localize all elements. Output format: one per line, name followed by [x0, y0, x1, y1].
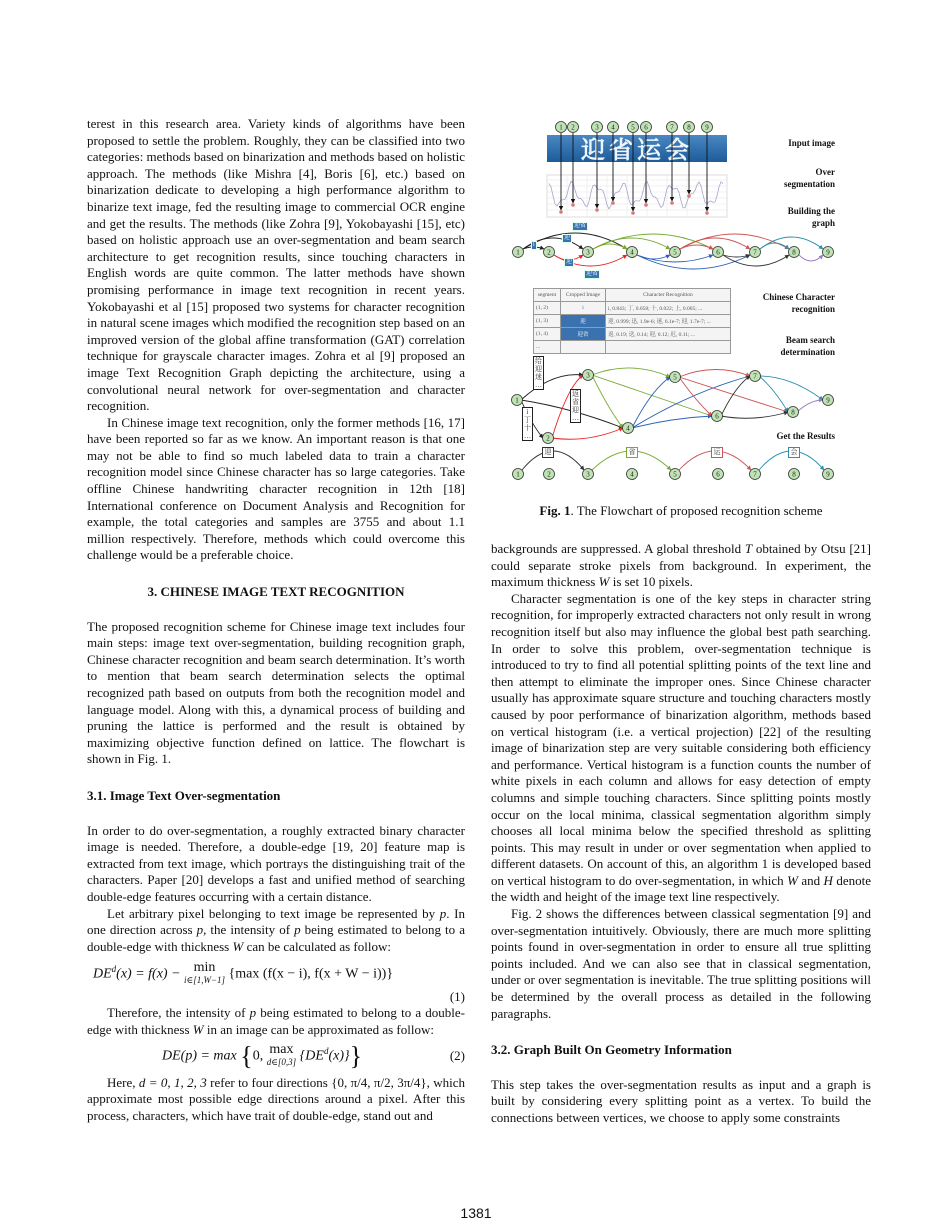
graph-node-label: 1 — [516, 470, 520, 479]
var: d = 0, 1, 2, 3 — [138, 1074, 207, 1090]
cell: 迎, 0.999; 迅, 1.9e-6; 迷, 6.1e-7; 迎, 1.7e-7; ... — [606, 315, 731, 328]
caption-text: . The Flowchart of proposed recognition scheme — [570, 503, 823, 518]
text: is set 10 pixels. — [609, 574, 693, 590]
graph-node-label: 9 — [826, 470, 830, 479]
column-header: Cropped Image — [560, 289, 605, 302]
var: W — [787, 872, 798, 888]
eq-max-operator — [267, 1043, 296, 1067]
paragraph-over-segmentation: In order to do over-segmentation, a roughly extracted binary character image is needed. Therefore, a double-edge [19, 20] feature map is extracted from text image, which portrays the distinguishing trait of the characters. Paper [20] develops a fast and unified method of searching double-edge features occurring with a certain distance. — [87, 822, 465, 904]
cropped-image: 迎省 — [560, 328, 605, 341]
eq-sup: d — [323, 1045, 329, 1056]
table-header-row — [534, 289, 731, 302]
text: can be calculated as follow: — [243, 938, 391, 954]
var: p — [294, 922, 301, 938]
graph-node-label: 7 — [670, 123, 674, 132]
var: H — [823, 872, 833, 888]
cell: (1, 2) — [534, 302, 561, 315]
candidate-list — [570, 389, 581, 423]
text: being estimated to belong to a double-edge with thickness — [87, 1005, 465, 1037]
label-over-segmentation: Over segmentation — [784, 167, 835, 189]
text: Let arbitrary pixel belonging to text image be represented by — [107, 905, 440, 921]
label-get-results: Get the Results — [776, 431, 835, 441]
eq-term: 0, — [252, 1048, 267, 1064]
graph-node-label: 3 — [586, 371, 590, 380]
var: W — [598, 574, 610, 590]
text: Character segmentation is one of the key steps in character string recognition, for improperly extracted characters not only result in wrong recognition itself but also may influence the global best path searching. In order to solve this problem, over-segmentation technique is introduced to try to find all potential splitting points of the text line and then attempt to eliminate the improper ones. Since Chinese character usually has approximate square structure and touching characters mostly caused by poor performance of binarization algorithm, methods based on vertical histogram (i.e. a vertical projection) [22] of the resulting image of binarization step are very suitable considering both efficiency and performance. Vertical histogram is a function counts the number of white pixels in each column and allows for easy detection of empty columns and simple touching characters. Since splitting points mostly occur on the local minima, classical segmentation algorithm simply chooses all local minima below the specified threshold as splitting points. This may result in under or over segmentation when applied to different datasets. On account of this, an algorithm 1 is developed based on vertical histogram to do over-segmentation, in which — [491, 590, 871, 888]
candidate-char: … — [524, 432, 531, 440]
table-row — [534, 341, 731, 354]
text: denote the width and height of the image text line respectively. — [491, 872, 871, 905]
label-beam-search: Beam search determination — [780, 335, 835, 357]
candidate-char: 丁 — [524, 416, 531, 424]
var: W — [232, 938, 244, 954]
graph-node-label: 4 — [630, 470, 634, 479]
candidate-char: 给 — [535, 357, 542, 365]
text: and — [797, 872, 824, 888]
text: being estimated to belong to a double-edge with thickness — [87, 922, 465, 954]
right-column — [491, 541, 871, 1127]
text: backgrounds are suppressed. A global threshold — [491, 541, 745, 556]
graph-node-label: 6 — [715, 412, 719, 421]
section-3-heading: 3. CHINESE IMAGE TEXT RECOGNITION — [147, 584, 405, 600]
column-header: segment — [534, 289, 561, 302]
eq-op: min — [193, 960, 216, 976]
graph-node-label: 4 — [611, 123, 615, 132]
graph-node-label: 8 — [792, 470, 796, 479]
eq-min-operator — [184, 961, 225, 985]
eq-term: DE(p) = max — [162, 1048, 241, 1064]
candidate-char: i — [526, 408, 529, 416]
candidate-list — [522, 407, 533, 441]
eq-sup: d — [111, 964, 117, 975]
paragraph-pixel-definition — [87, 906, 465, 956]
candidate-char: 迷 — [535, 373, 542, 381]
eq-term: (x)} — [328, 1048, 350, 1064]
graph-node-label: 4 — [630, 248, 634, 257]
caption-label: Fig. 1 — [539, 503, 571, 518]
result-character: 会 — [788, 447, 800, 458]
var: p — [439, 905, 447, 921]
graph-node-label: 6 — [716, 248, 720, 257]
graph-node-label: 9 — [826, 396, 830, 405]
graph-node-label: 5 — [631, 123, 635, 132]
eq-term: (x) = f(x) − — [116, 966, 185, 982]
edge-image-label: i — [533, 242, 535, 248]
candidate-char: 迎 — [572, 406, 579, 414]
graph-node-label: 6 — [644, 123, 648, 132]
graph-node-label: 2 — [547, 470, 551, 479]
candidate-char: 省 — [572, 398, 579, 406]
paragraph-fig2-comparison: Fig. 2 shows the differences between classical segmentation [9] and over-segmentation intuitively. Obviously, there are much more splitting points found in over-segmentation in order to ensure all true splitting points included. And we can also see that in classical segmentation, under or over segmentation is inevitable. The true splitting positions will be determined by the overall process as detailed in the following paragraphs. — [491, 906, 871, 1021]
paragraph-double-edge-intensity — [87, 1005, 465, 1038]
column-header: Character Recognition — [606, 289, 731, 302]
eq-op: max — [269, 1041, 294, 1057]
cell: i, 0.843; 丁, 0.058; 十, 0.022; 上, 0.005; ... — [606, 302, 731, 315]
text: , the intensity of — [203, 922, 295, 938]
text: refer to four directions {0, π/4, π/2, 3π/4}, which approximate most possible edge directions around a pixel. After this process, characters, which have trait of double-edge, stand out and — [87, 1074, 465, 1123]
graph-node-label: 3 — [586, 470, 590, 479]
graph-node-label: 8 — [687, 123, 691, 132]
section-3-1-heading: 3.1. Image Text Over-segmentation — [87, 787, 281, 803]
equation-1 — [87, 961, 465, 985]
graph-node-label: 8 — [792, 248, 796, 257]
graph-node-label: 5 — [673, 373, 677, 382]
cell: 返, 0.19; 送, 0.14; 迎, 0.12; 迟, 0.11; ... — [606, 328, 731, 341]
edge-image-label: 迎省 — [586, 271, 599, 277]
graph-node-label: 2 — [571, 123, 575, 132]
table-row — [534, 328, 731, 341]
figure-caption — [491, 503, 871, 519]
table-row — [534, 302, 731, 315]
graph-node-label: 4 — [626, 424, 630, 433]
paragraph-graph-built: This step takes the over-segmentation results as input and a graph is built by considering every splitting point as a vertex. To build the connections between vertices, we choose to apply some constraints — [491, 1076, 871, 1125]
text: obtained by Otsu [21] could separate stroke pixels from background. In experiment, the maximum thickness — [491, 541, 871, 590]
graph-node-label: 1 — [559, 123, 563, 132]
edge-image-label: 迎 — [566, 259, 573, 265]
equation-1-number: (1) — [449, 989, 465, 1005]
edge-image-label: 迎 — [564, 235, 571, 241]
table-row — [534, 315, 731, 328]
graph-node-label: 7 — [753, 470, 757, 479]
label-input-image: Input image — [788, 138, 835, 148]
candidate-char: 十 — [524, 424, 531, 432]
paragraph-directions — [87, 1075, 465, 1125]
graph-node-label: 2 — [547, 248, 551, 257]
eq-sub: i∈[1,W−1] — [184, 975, 226, 986]
cropped-image: i — [560, 302, 605, 315]
result-character: 运 — [711, 447, 723, 458]
paragraph-related-work: terest in this research area. Variety kinds of algorithms have been proposed to settle the problem. Roughly, they can be classified into two categories: methods based on binarization and methods based on holistic approach. The methods (like Mishra [4], Boris [6], etc.) based on binarization dedicate to developing a high performance algorithm to binarize text image, fed the resulting image to commercial OCR engine and get the results. The methods (like Zohra [9], Yokobayashi [15], etc) based on holistic approach use an over-segmentation and beam search architecture to get recognition results, since touching characters in English words are quite common. The latter methods have shown promising performance in image text recognition in recent years. Yokobayashi et al [15] proposed two systems for character recognition in natural scene images which modified the recognition step based on an improved version of the global affine transformation (GAT) correlation technique for grayscale character images. Zohra et al [9] proposed an image Text Recognition Graph depicting the architecture, using a convolutional neural network for over-segmentation and character recognition. — [87, 116, 465, 414]
paragraph-chinese-recognition: In Chinese image text recognition, only the former methods [16, 17] have been reported so far as we know. An important reason is that one may not be able to find so much labeled data to train a character recognition model since Chinese character has so large categories. Take offline Chinese handwriting character recognition in 12th [18] International conference on Document Analysis and Recognition for example, the total categories and samples are 3755 and about 1.1 million respectively. Therefore, methods which could overcome this challenge would be a preferable choice. — [87, 414, 465, 563]
graph-node-label: 7 — [753, 372, 757, 381]
text: in an image can be approximated as follow: — [203, 1021, 434, 1037]
label-chinese-character-recognition: Chinese Character recognition — [762, 292, 835, 314]
candidate-char: … — [535, 381, 542, 389]
input-image-text: 迎省运会 — [581, 138, 693, 164]
equation-1-body — [93, 961, 465, 985]
edge-image-label: 迎省 — [574, 223, 587, 229]
cell — [560, 341, 605, 354]
candidate-char: 迎 — [535, 365, 542, 373]
eq-term: DE — [93, 966, 112, 982]
left-column — [87, 116, 465, 1124]
equation-2 — [87, 1041, 465, 1071]
graph-node-label: 1 — [516, 248, 520, 257]
text: . In one direction across — [87, 905, 465, 938]
cell: ... — [534, 341, 561, 354]
eq-term: {DE — [296, 1048, 324, 1064]
label-building-graph: Building the graph — [787, 206, 835, 228]
paragraph-scheme-overview: The proposed recognition scheme for Chinese image text includes four main steps: image text over-segmentation, building recognition graph, Chinese character recognition and beam search determination. It’s worth to mention that beam search determination selects the optimal recognized path based on outputs from both the recognition model and language model. Along with this, a dynamical process of building and pruning the lattice is performed and the result is obtained by maximizing objective function defined on lattice. The flowchart is shown in Fig. 1. — [87, 618, 465, 767]
cell: (1, 3) — [534, 315, 561, 328]
page-number: 1381 — [460, 1205, 492, 1221]
eq-brace: { — [240, 1041, 253, 1071]
candidate-char: … — [572, 414, 579, 422]
graph-node-label: 9 — [705, 123, 709, 132]
var: p — [249, 1005, 257, 1021]
recognition-table — [533, 288, 731, 354]
graph-node-label: 5 — [673, 470, 677, 479]
var: p — [196, 922, 204, 938]
eq-brace: } — [349, 1041, 363, 1071]
text: Therefore, the intensity of — [107, 1005, 250, 1021]
graph-node-label: 6 — [716, 470, 720, 479]
cropped-image: 迎 — [560, 315, 605, 328]
paragraph-threshold — [491, 541, 871, 591]
equation-2-body — [87, 1041, 450, 1071]
var: T — [744, 541, 753, 556]
equation-2-number: (2) — [449, 1047, 465, 1063]
text: Here, — [107, 1074, 139, 1090]
paragraph-character-segmentation — [491, 591, 871, 906]
eq-sub: d∈[0,3] — [266, 1056, 297, 1067]
graph-node-label: 2 — [546, 434, 550, 443]
candidate-list — [533, 356, 544, 390]
graph-node-label: 9 — [826, 248, 830, 257]
cell: (1, 4) — [534, 328, 561, 341]
graph-node-label: 1 — [515, 396, 519, 405]
candidate-char: 返 — [572, 390, 579, 398]
graph-node-label: 8 — [791, 408, 795, 417]
graph-node-label: 5 — [673, 248, 677, 257]
graph-node-label: 7 — [753, 248, 757, 257]
cell — [606, 341, 731, 354]
var: W — [192, 1021, 204, 1037]
section-3-2-heading: 3.2. Graph Built On Geometry Information — [491, 1042, 732, 1058]
graph-node-label: 3 — [586, 248, 590, 257]
eq-term: {max (f(x − i), f(x + W − i))} — [225, 966, 394, 982]
graph-node-label: 3 — [595, 123, 599, 132]
result-character: 迎 — [542, 447, 554, 458]
result-character: 省 — [626, 447, 638, 458]
